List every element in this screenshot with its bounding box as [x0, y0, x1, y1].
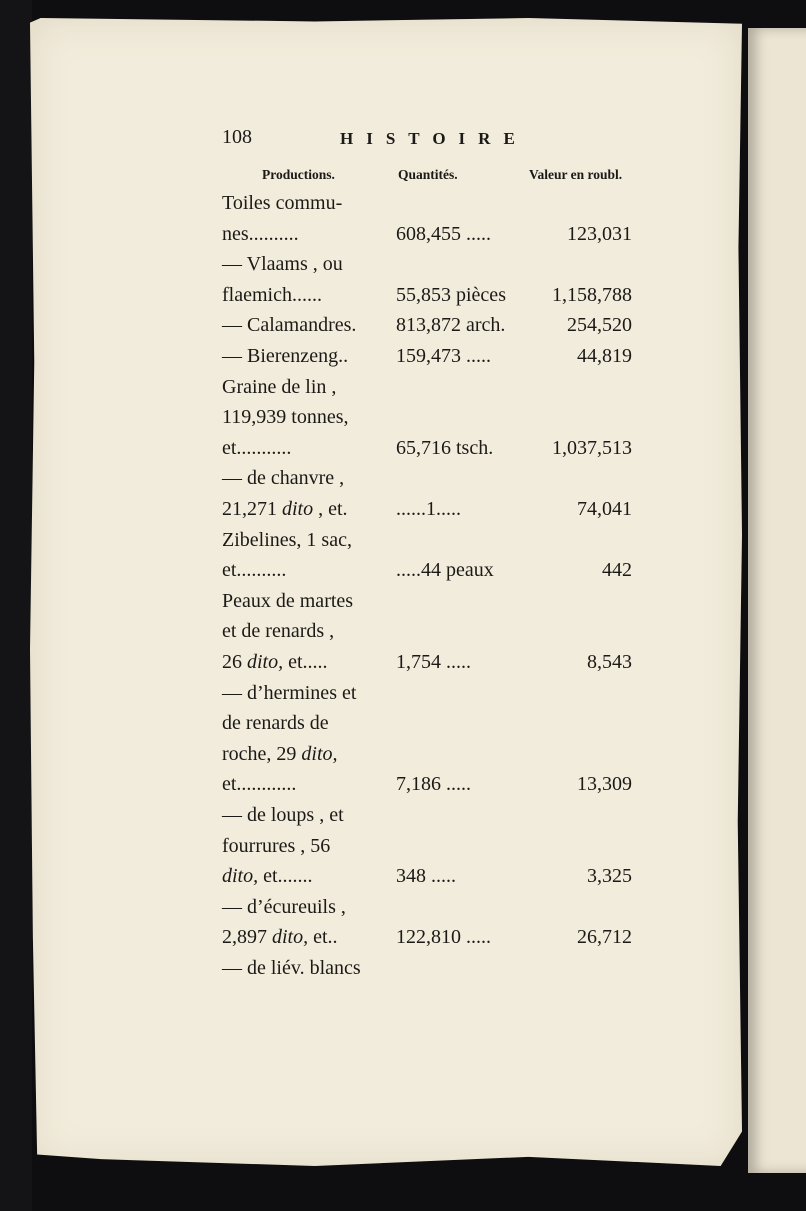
table-row	[222, 402, 642, 434]
product-cell	[222, 310, 356, 340]
table-row	[222, 341, 642, 373]
product-cell	[222, 800, 344, 830]
product-cell	[222, 433, 291, 463]
product-text: — d’écureuils ,	[222, 895, 346, 918]
table-row	[222, 708, 642, 740]
product-cell	[222, 402, 348, 432]
product-tail-text: et.....	[283, 651, 328, 673]
product-cell	[222, 678, 356, 708]
product-text: — Bierenzeng..	[222, 345, 349, 367]
product-cell	[222, 372, 336, 402]
table-row	[222, 922, 642, 954]
product-text: Peaux de martes	[222, 589, 354, 612]
product-italic-text: dito,	[247, 651, 284, 673]
value-cell: 1,158,788	[552, 283, 632, 306]
product-text: 2,897	[222, 926, 267, 949]
product-text: flaemich......	[222, 283, 322, 306]
product-italic-text: dito,	[272, 926, 309, 949]
table-row	[222, 555, 642, 587]
product-italic-text: dito,	[301, 742, 338, 765]
table-row	[222, 831, 642, 863]
quantity-cell: 55,853 pièces	[396, 283, 506, 306]
table-row	[222, 525, 642, 557]
value-cell: 74,041	[577, 498, 632, 520]
running-title: HISTOIRE	[340, 129, 528, 148]
product-cell	[222, 586, 353, 616]
table-row	[222, 188, 642, 220]
product-italic-text: dito,	[222, 865, 259, 888]
table-row	[222, 861, 642, 893]
table-row	[222, 310, 642, 342]
table-row	[222, 678, 642, 710]
product-tail-text: , et.	[313, 498, 348, 520]
product-text: fourrures , 56	[222, 834, 331, 857]
product-text: — de chanvre ,	[222, 467, 345, 490]
product-text: Graine de lin ,	[222, 375, 337, 398]
table-row	[222, 372, 642, 404]
page-number: 108	[222, 126, 252, 148]
product-cell	[222, 219, 299, 249]
product-cell	[222, 555, 286, 585]
product-cell	[222, 892, 346, 922]
column-header-quantites: Quantités.	[398, 167, 458, 182]
product-text: et de renards ,	[222, 620, 335, 643]
product-cell	[222, 831, 330, 861]
table-row	[222, 953, 642, 985]
product-text: — d’hermines et	[222, 681, 357, 704]
product-text: — de liév. blancs	[222, 957, 361, 979]
product-text: 119,939 tonnes,	[222, 406, 349, 429]
value-cell: 3,325	[587, 865, 632, 888]
value-cell: 44,819	[577, 345, 632, 367]
product-cell	[222, 463, 344, 493]
quantity-cell: 813,872 arch.	[396, 314, 506, 337]
table-row	[222, 249, 642, 281]
product-text: — Calamandres.	[222, 314, 357, 337]
table-row	[222, 800, 642, 832]
table-row	[222, 433, 642, 465]
product-cell	[222, 494, 348, 524]
table-row	[222, 219, 642, 251]
product-cell	[222, 341, 348, 371]
product-cell	[222, 647, 328, 677]
product-cell	[222, 708, 329, 738]
product-cell	[222, 953, 361, 983]
scan-left-edge	[0, 0, 32, 1211]
column-header-productions: Productions.	[262, 167, 335, 182]
product-text: — Vlaams , ou	[222, 253, 343, 276]
product-cell	[222, 769, 296, 799]
table-row	[222, 463, 642, 495]
product-tail-text: et..	[308, 926, 338, 949]
quantity-cell: 348 .....	[396, 865, 456, 888]
quantity-cell: 1,754 .....	[396, 651, 471, 673]
product-text: de renards de	[222, 712, 329, 735]
table-row	[222, 769, 642, 801]
value-cell: 123,031	[567, 222, 632, 245]
product-text: nes..........	[222, 222, 299, 245]
product-text: Zibelines, 1 sac,	[222, 528, 352, 551]
quantity-cell: .....44 peaux	[396, 559, 494, 582]
table-row	[222, 280, 642, 312]
product-cell	[222, 922, 338, 952]
quantity-cell: ......1.....	[396, 498, 461, 520]
quantity-cell: 608,455 .....	[396, 222, 491, 245]
product-cell	[222, 280, 322, 310]
table-row	[222, 586, 642, 618]
product-italic-text: dito	[282, 498, 314, 520]
product-text: et..........	[222, 559, 287, 582]
quantity-cell: 65,716 tsch.	[396, 436, 494, 459]
product-cell	[222, 739, 338, 769]
product-text: et............	[222, 773, 297, 796]
quantity-cell: 7,186 .....	[396, 773, 471, 796]
value-cell: 1,037,513	[552, 436, 632, 459]
page-header	[222, 126, 642, 156]
quantity-cell: 122,810 .....	[396, 926, 491, 949]
value-cell: 8,543	[587, 651, 632, 673]
product-text: 21,271	[222, 498, 277, 520]
value-cell: 254,520	[567, 314, 632, 337]
product-cell	[222, 861, 313, 891]
product-text: et...........	[222, 436, 292, 459]
product-cell	[222, 525, 352, 555]
product-cell	[222, 249, 343, 279]
column-header-valeur: Valeur en roubl.	[529, 167, 623, 182]
product-text: Toiles commu-	[222, 192, 343, 214]
value-cell: 442	[602, 559, 632, 582]
table-row	[222, 647, 642, 679]
product-tail-text: et.......	[258, 865, 313, 888]
table-row	[222, 892, 642, 924]
product-text: roche, 29	[222, 742, 297, 765]
product-text: — de loups , et	[222, 804, 344, 826]
value-cell: 13,309	[577, 773, 632, 796]
table-row	[222, 494, 642, 526]
adjacent-page-edge	[748, 28, 806, 1173]
product-text: 26	[222, 651, 242, 673]
quantity-cell: 159,473 .....	[396, 345, 491, 367]
product-cell	[222, 188, 342, 218]
product-cell	[222, 616, 334, 646]
value-cell: 26,712	[577, 926, 632, 949]
table-row	[222, 739, 642, 771]
table-row	[222, 616, 642, 648]
